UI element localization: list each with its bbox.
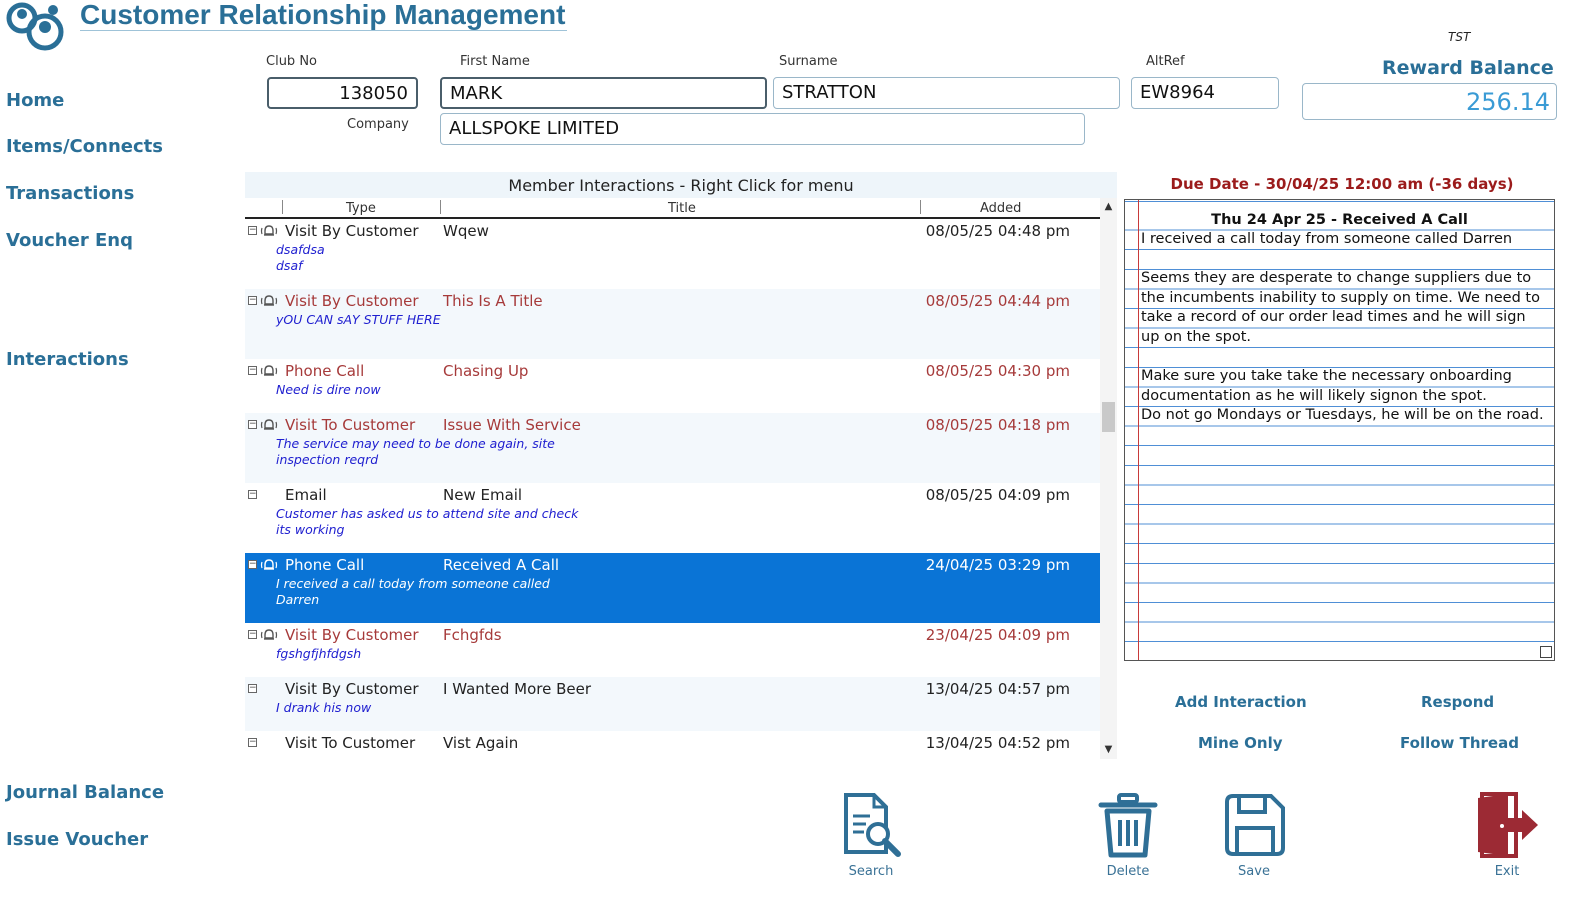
resize-grip-icon[interactable] — [1540, 646, 1552, 658]
interaction-row[interactable] — [245, 623, 1100, 677]
interaction-added: 13/04/25 04:57 pm — [925, 680, 1070, 698]
interaction-title: Chasing Up — [443, 362, 529, 380]
interaction-type: Visit By Customer — [285, 626, 419, 644]
company-field[interactable]: ALLSPOKE LIMITED — [440, 113, 1085, 145]
users-group-icon — [6, 2, 64, 52]
interaction-title: Vist Again — [443, 734, 519, 752]
alarm-bell-icon — [260, 419, 278, 431]
note-line: documentation as he will likely signon the spot. — [1141, 387, 1487, 404]
interaction-note: The service may need to be done again, site inspection reqrd — [276, 436, 555, 467]
delete-button[interactable] — [1093, 792, 1163, 879]
first-name-field[interactable]: MARK — [440, 77, 767, 109]
interaction-title: New Email — [443, 486, 523, 504]
interaction-title: Fchgfds — [443, 626, 502, 644]
interaction-note: Customer has asked us to attend site and check its working — [276, 506, 579, 537]
altref-field[interactable]: EW8964 — [1131, 77, 1279, 109]
interaction-title: This Is A Title — [443, 292, 543, 310]
interaction-title: Received A Call — [443, 556, 560, 574]
alarm-bell-icon — [260, 365, 278, 377]
interaction-title: Issue With Service — [443, 416, 581, 434]
collapse-toggle-icon[interactable]: − — [249, 419, 257, 429]
surname-field[interactable]: STRATTON — [773, 77, 1120, 109]
interaction-added: 08/05/25 04:48 pm — [925, 222, 1070, 240]
note-line: Make sure you take take the necessary onboarding — [1141, 368, 1512, 385]
exit-button[interactable] — [1472, 792, 1542, 879]
interaction-type: Visit By Customer — [285, 680, 419, 698]
interaction-note: fgshgfjhfdgsh — [276, 646, 362, 661]
search-button[interactable] — [836, 792, 906, 879]
trash-icon — [1095, 792, 1161, 858]
interaction-added: 08/05/25 04:18 pm — [925, 416, 1070, 434]
alarm-bell-icon — [260, 295, 278, 307]
interaction-row[interactable] — [245, 677, 1100, 731]
interaction-added: 13/04/25 04:52 pm — [925, 734, 1070, 752]
alarm-bell-icon — [260, 225, 278, 237]
interaction-note: Need is dire now — [276, 382, 381, 397]
scroll-down-icon[interactable]: ▼ — [1104, 744, 1113, 755]
note-line: Seems they are desperate to change suppliers due to — [1141, 270, 1532, 287]
collapse-toggle-icon[interactable]: − — [249, 295, 257, 305]
collapse-toggle-icon[interactable]: − — [249, 559, 257, 569]
interaction-added: 08/05/25 04:30 pm — [925, 362, 1070, 380]
column-added[interactable]: Added — [980, 201, 1022, 216]
follow-thread-button[interactable]: Follow Thread — [1400, 734, 1519, 752]
collapse-toggle-icon[interactable]: − — [249, 365, 257, 375]
interaction-type: Visit By Customer — [285, 292, 419, 310]
column-title[interactable]: Title — [668, 201, 696, 216]
interaction-row[interactable] — [245, 553, 1100, 623]
altref-label: AltRef — [1146, 54, 1185, 69]
interaction-note: yOU CAN sAY STUFF HERE — [276, 312, 441, 327]
reward-balance-value: 256.14 — [1302, 83, 1557, 120]
company-label: Company — [347, 117, 409, 132]
interaction-note: I drank his now — [276, 700, 372, 715]
interaction-type: Visit To Customer — [285, 416, 416, 434]
club-no-label: Club No — [266, 54, 317, 69]
exit-door-icon — [1474, 792, 1540, 858]
interaction-title: I Wanted More Beer — [443, 680, 592, 698]
alarm-bell-icon — [260, 559, 278, 571]
interaction-added: 23/04/25 04:09 pm — [925, 626, 1070, 644]
interaction-row[interactable] — [245, 289, 1100, 359]
interaction-type: Phone Call — [285, 362, 365, 380]
collapse-toggle-icon[interactable]: − — [249, 737, 257, 747]
respond-button[interactable]: Respond — [1421, 693, 1495, 711]
first-name-label: First Name — [460, 54, 530, 69]
interaction-type: Visit To Customer — [285, 734, 416, 752]
nav-journal-balance[interactable]: Journal Balance — [6, 782, 165, 803]
collapse-toggle-icon[interactable]: − — [249, 225, 257, 235]
nav-voucher-enq[interactable]: Voucher Enq — [6, 230, 133, 251]
interaction-title: Wqew — [443, 222, 489, 240]
save-label: Save — [1238, 864, 1270, 879]
interaction-row[interactable] — [245, 731, 1100, 759]
alarm-bell-icon — [260, 629, 278, 641]
note-line: take a record of our order lead times and he will sign — [1141, 309, 1526, 326]
interaction-row[interactable] — [245, 483, 1100, 553]
save-button[interactable] — [1219, 792, 1289, 879]
column-type[interactable]: Type — [346, 201, 376, 216]
exit-label: Exit — [1494, 864, 1520, 879]
nav-issue-voucher[interactable]: Issue Voucher — [6, 829, 149, 850]
reward-balance-label: Reward Balance — [1382, 57, 1554, 79]
interactions-list[interactable] — [245, 219, 1100, 759]
search-label: Search — [848, 864, 894, 879]
interaction-added: 08/05/25 04:09 pm — [925, 486, 1070, 504]
interaction-row[interactable] — [245, 413, 1100, 483]
nav-home[interactable]: Home — [6, 90, 65, 111]
note-line: Do not go Mondays or Tuesdays, he will be on the road. — [1141, 407, 1544, 424]
interaction-note: dsafdsa dsaf — [276, 242, 325, 273]
site-code: TST — [1448, 30, 1471, 44]
scroll-thumb[interactable] — [1102, 402, 1115, 432]
delete-label: Delete — [1106, 864, 1150, 879]
nav-items-connects[interactable]: Items/Connects — [6, 136, 163, 157]
interaction-added: 08/05/25 04:44 pm — [925, 292, 1070, 310]
interaction-type: Phone Call — [285, 556, 365, 574]
nav-transactions[interactable]: Transactions — [6, 183, 135, 204]
add-interaction-button[interactable]: Add Interaction — [1175, 693, 1307, 711]
app-title: Customer Relationship Management — [80, 0, 566, 30]
scroll-up-icon[interactable]: ▲ — [1104, 201, 1113, 212]
due-date: Due Date - 30/04/25 12:00 am (-36 days) — [1170, 175, 1514, 193]
interaction-note: I received a call today from someone called Darren — [276, 576, 550, 607]
interaction-type: Email — [285, 486, 327, 504]
note-line: up on the spot. — [1141, 329, 1252, 345]
note-line: I received a call today from someone called Darren — [1141, 231, 1513, 247]
interaction-row[interactable] — [245, 219, 1100, 289]
club-no-field[interactable]: 138050 — [267, 77, 418, 109]
collapse-toggle-icon[interactable]: − — [249, 489, 257, 499]
surname-label: Surname — [779, 54, 838, 69]
interaction-type: Visit By Customer — [285, 222, 419, 240]
mine-only-button[interactable]: Mine Only — [1198, 734, 1283, 752]
interaction-row[interactable] — [245, 359, 1100, 413]
list-scrollbar[interactable] — [1100, 198, 1117, 759]
interaction-added: 24/04/25 03:29 pm — [925, 556, 1070, 574]
nav-interactions[interactable]: Interactions — [6, 349, 129, 370]
note-line: the incumbents inability to supply on time. We need to — [1141, 289, 1540, 306]
search-document-icon — [838, 792, 904, 858]
collapse-toggle-icon[interactable]: − — [249, 683, 257, 693]
interaction-notes[interactable] — [1124, 199, 1555, 661]
interactions-list-header: Member Interactions - Right Click for menu — [245, 172, 1117, 198]
collapse-toggle-icon[interactable]: − — [249, 629, 257, 639]
notes-heading: Thu 24 Apr 25 - Received A Call — [1211, 212, 1468, 228]
floppy-disk-icon — [1221, 792, 1287, 858]
